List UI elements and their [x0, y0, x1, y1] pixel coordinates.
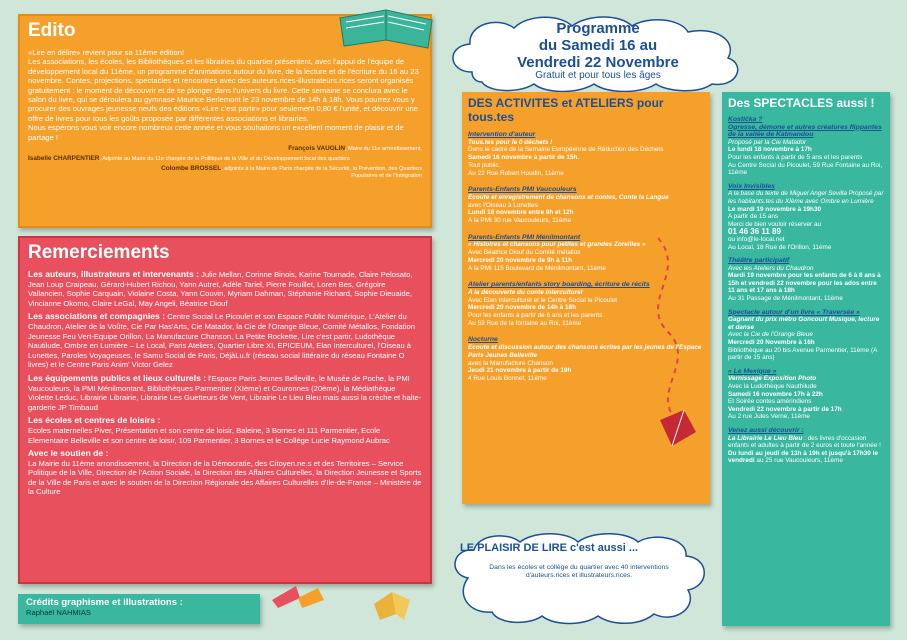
activity-item: Nocturne Ecoute et discussion autour des chansons écrites par les jeunes de l'Espace Paris Jeunes Belleville avec la Manufacture Chanson Jeudi 21 novembre à partir de 19h 4 Rue Louis Bonnet, 11ème — [468, 336, 702, 382]
remerciements-panel — [18, 236, 432, 584]
programme-subtitle: Gratuit et pour tous les âges — [535, 70, 661, 81]
spectacle-item: Kostička ? Ogresse, démone et autres créatures flippantes de la vallée de Katmandou Proposé par la Cie Matador Le lundi 18 novembre à 17h Pour les enfants à partir de 5 ans et les parents Au Centre Social du Picoulet, 59 Rue Fontaine au Roi, 11ème — [728, 116, 883, 177]
programme-title: Programme du Samedi 16 au Vendredi 22 Novembre — [517, 20, 679, 71]
dashed-trail-decoration — [618, 232, 728, 462]
credits-name: Raphaël NAHMIAS — [26, 608, 91, 617]
remerciements-section: Les écoles et centres de loisirs : Ecoles maternelles Piver, Présentation et son centre de loisir, Baleine, 3 Bornes et 111 Parmentier, Ecole Elementaire Belleville et son centre de loisir, 109 Parmentier, 3 Bornes et le Collège Lucie Raymond Aubrac — [28, 415, 390, 445]
credits-panel — [18, 594, 260, 624]
activity-item: Parents-Enfants PMI Vaucouleurs Ecoute et enregistrement de chansons et contes, Conte la Langue avec l'Oiseau à Lunettes Lundi 18 novembre entre 9h et 12h A la PMI 30 rue Vaucouleurs, 11ème — [468, 186, 669, 225]
edito-title: Edito — [28, 20, 76, 41]
spectacles-title: Des SPECTACLES aussi ! — [728, 96, 875, 110]
remerciements-section: Avec le soutien de : La Mairie du 11ème arrondissement, la Direction de la Démocratie, des Citoyen.ne.s et des Territoires – Service Politique de la Ville, Direction de l'Action Sociale, la Direction des Affaires Culturelles, la Direction Jeunesse et Sports de la Ville de Paris et avec le soutien de la Direction Régionale des Affaires Culturelles d'Ile-de-France – Ministère de la Culture — [28, 448, 422, 497]
signature-charpentier: Isabelle CHARPENTIER, Adjointe au Maire du 11e chargée de la Politique de la Ville et du Développement local des quartiers — [28, 155, 350, 163]
activity-item: Parents-Enfants PMI Ménilmontant « Histoires et chansons pour petites et grandes Zoreilles » Avec Béatrice Diouf du Comité métallos Mercredi 20 novembre de 9h à 11h A la PMI 115 Boulevard de Ménilmontant, 11ème — [468, 233, 646, 272]
spectacles-panel — [722, 92, 890, 626]
spectacle-item: Venez aussi découvrir : La Librairie Le Lieu Bleu : des livres d'occasion enfants et adultes à partir de 2 euros et toute l'année ! Du lundi au jeudi de 13h à 19h et jusqu'à 17h30 le vendredi au 25 rue Vaucouleurs, 11ème — [728, 426, 881, 465]
open-book-icon — [336, 4, 446, 64]
credits-title: Crédits graphisme et illustrations : — [26, 597, 183, 608]
remerciements-title: Remerciements — [28, 242, 170, 263]
edito-body: «Lire en délire» revient pour sa 11ème édition! Les associations, les écoles, les Bibliothèques et les librairies du quartier présentent, avec l'appui de l'équipe de développement local du 11ème, un programme d'animations autour du livre, de la lecture et de l'écriture du 16 au 23 novembre. Contes, projections, spectacles et rencontres avec des auteurs.rices-illustrateurs.rices seront organisés gratuitement : le moment de découvrir et de se plonger dans l'univers du livre. Cette semaine se conclura avec le salon du livre, qui se déroulera au gymnase Maurice Berlemont le 23 novembre de 14h à 18h. Vous pourrez vous y procurer des ouvrages jeunesse neufs des éditions «Lire c'est partir» pour seulement 0,80 € l'unité, et découvrir une offre de livres pour tous les goûts proposée par différentes associations et librairies. Nous espérons vous voir encore nombreux cette année et vous souhaitons un excellent moment de plaisir et de partage ! — [28, 48, 419, 142]
remerciements-section: Les auteurs, illustrateurs et intervenants : Julie Mellan, Corinne Binois, Karine Tournade, Claire Pelosato, Jean Loup Craipeau, Gérard-Hubert Richou, Yann Autret, Adèle Tariel, Pierre Fouillet, Loren Bes, Grégoire Vallancien, Sophie Carquain, Violaine Costa, Yann Couvin, Myriam Dahman, Stéphanie Richard, Sophie Dieuaide, Vincianne Okomo, Claire LeGal, May Angeli, Béatrice Diouf — [28, 269, 413, 308]
spectacle-item: « Le Mexique » Vernissage Exposition Photo Avec la Ludothèque Nauthilude Samedi 16 novembre 17h à 22h Et Soirée contes amérindiens Vendredi 22 novembre à partir de 17h Au 2 rue Jules Verne, 11ème — [728, 367, 842, 421]
spectacle-item: Théâtre participatif Avec les Ateliers du Chaudron Mardi 19 novembre pour les enfants de 6 à 8 ans à 15h et vendredi 22 novembre pour les ados entre 11 ans et 17 ans à 18h Au 31 Passage de Ménilmontant, 11ème — [728, 257, 881, 303]
remerciements-section: Les associations et compagnies : Centre Social Le Picoulet et son Espace Public Numérique, L'Atelier du Chaudron, Atelier de la Voûte, Cie Par Has'Arts, Cie Matador, la Cie de l'Orange Bleue, Comité Métallos, Fondation Jeunesse Feu Vert-Equipe Orillon, La Manufacture Chanson, La Petite Rockette, Lire c'est partir, Ludothèque Nautilude, Ombre en Lumière – Le Local, Paris Ateliers, Quartier Libre XI, EPICEUM, Elan Interculturel, l'Oiseau à Lunettes, Paroles Voyageuses, le Samu Social de Paris, DéjàLu.fr (réseau social littéraire du réseau Fontaine O livres) et le Centre Paris Anim' Victor Gelez — [28, 311, 416, 370]
activity-item: Atelier parents/enfants story boarding, écriture de récits A la découverte du conte interculturel Avec Elan Interculturel et le Centre Social le Picoulet Mercredi 20 novembre de 14h à 18h Pour les enfants à partir de 6 ans et les parents Au 59 Rue de la fontaine au Roi, 11ème — [468, 281, 650, 327]
plaisir-description: Dans les écoles et collège du quartier avec 40 interventions d'auteurs.rices et illustrateurs.rices. — [489, 564, 669, 580]
signature-brossel: Colombe BROSSEL, adjointe à la Maire de Paris chargée de la Sécurité, la Prévention, des Quartiers Populaires et de l'Intégration — [161, 165, 422, 180]
activites-title: DES ACTIVITES et ATELIERS pour tous.tes — [468, 96, 664, 124]
spectacle-item: Spectacle autour d'un livre « Traversée » Gagnant du prix métro Goncourt Musique, lecture et danse Avec la Cie de l'Orange Bleue Mercredi 20 Novembre à 16h Bibliothèque au 20 bis Avenue Parmentier, 11ème (A partir de 15 ans) — [728, 308, 880, 362]
spectacle-item: Voix Invisibles A la base du texte de Miguel Angel Sevilla Proposé par les habitants.tes du XIème avec Ombre en Lumière Le mardi 19 novembre à 19h30 A partir de 15 ans Merci de bien vouloir réserver au 01 46 36 11 89 ou info@le-local.net Au Local, 18 Rue de l'Orillon, 11ème — [728, 182, 884, 251]
programme-header — [442, 12, 754, 94]
open-book-icon — [368, 574, 418, 624]
signature-vauglin: François VAUGLIN, Maire du 11e arrondissement, — [288, 145, 422, 153]
plaisir-title: LE PLAISIR DE LIRE c'est aussi ... — [460, 542, 639, 554]
plaisir-de-lire-cloud — [448, 528, 710, 628]
activity-item: Intervention d'auteur Tous.tes pour le 0 déchets ! Dans le cadre de la Semaine Européenne de Réduction des Déchets Samedi 16 novembre à partir de 15h. Tout public. Au 22 Rue Robert Houdin, 11ème — [468, 131, 664, 177]
open-book-icon — [268, 580, 328, 610]
remerciements-section: Les équipements publics et lieux culturels : l'Espace Paris Jeunes Belleville, le Musée de Poche, la PMI Vaucouleurs, la PMI Ménilmontant, Bibliothèques Parmentier (XIème) et Couronnes (20ème), la Médiathèque Violette Leduc, Librairie Librairie, Librairie Les Guetteurs de Vent, Librairie Le Lieu Bleu mais aussi la crèche et halte-garderie JP Timbaud — [28, 372, 422, 412]
